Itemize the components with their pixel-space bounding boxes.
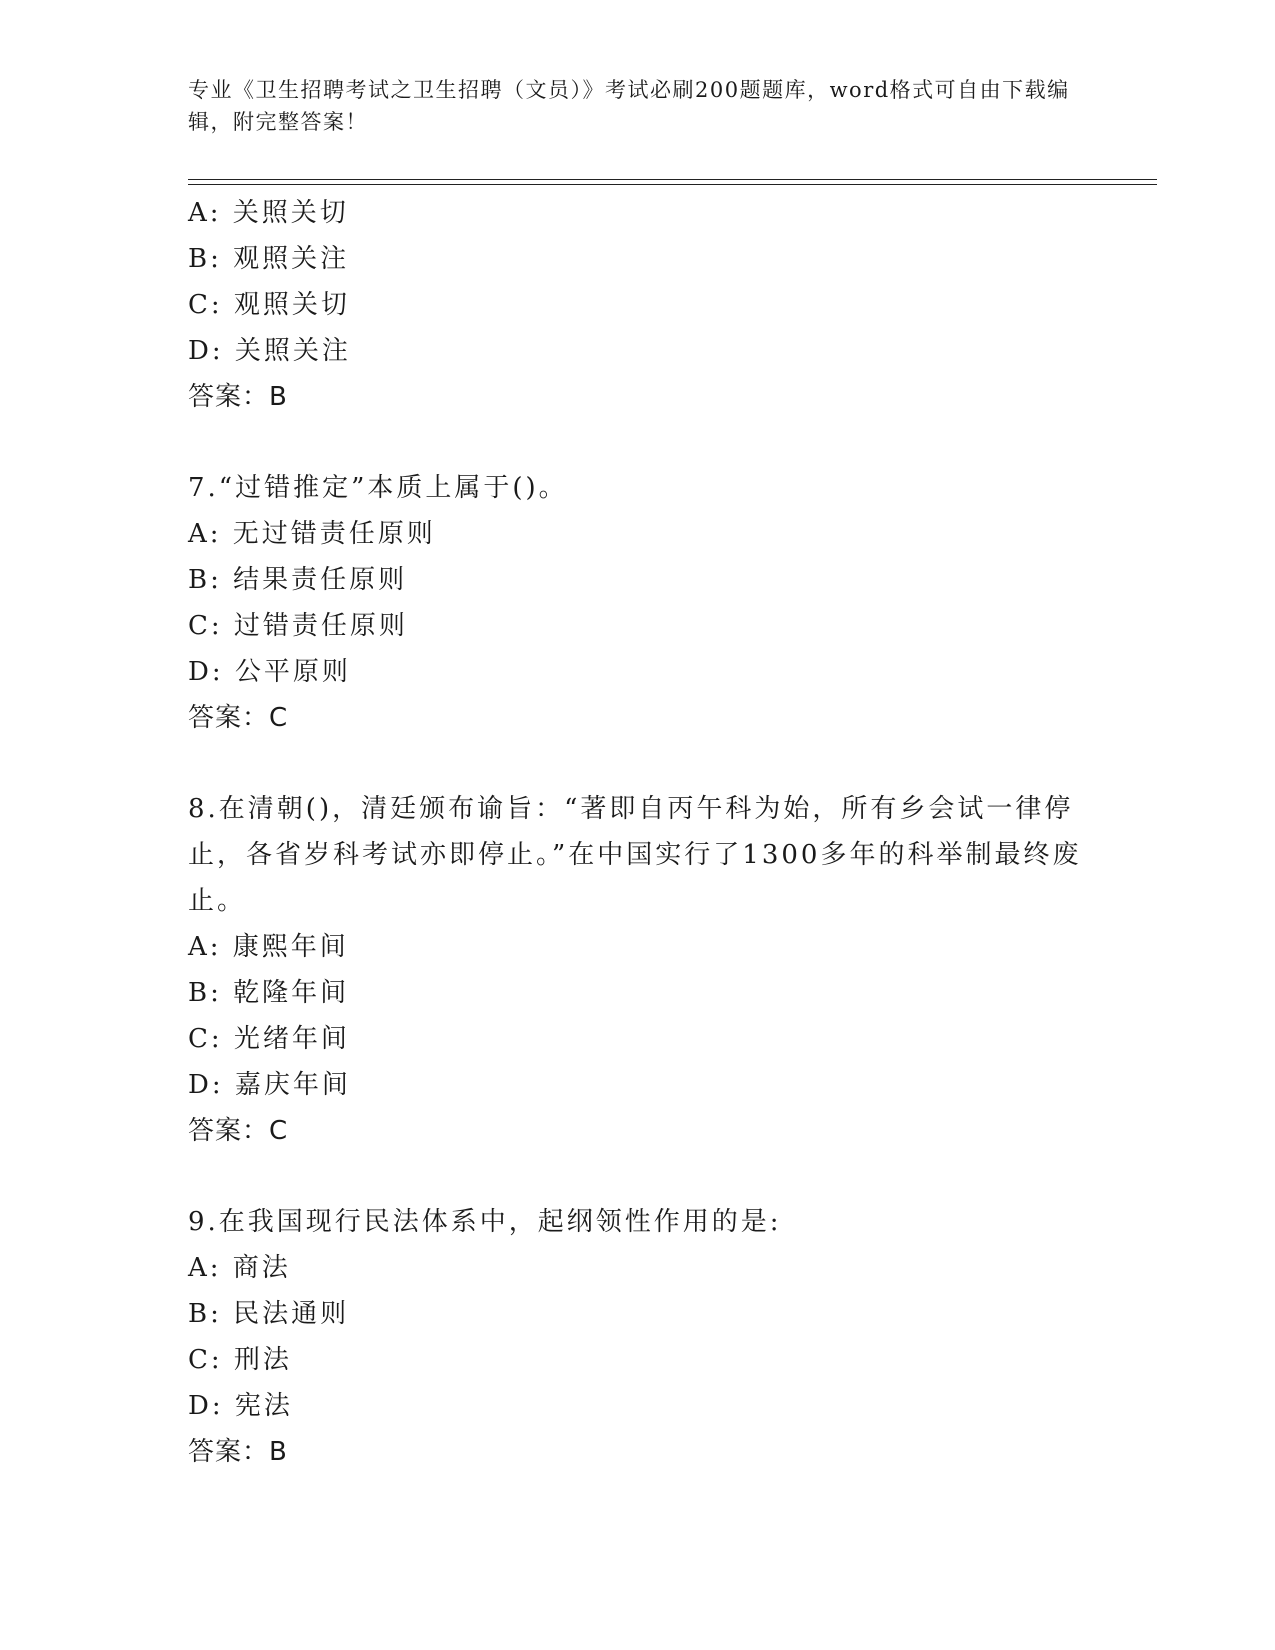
option-a: A: 无过错责任原则 bbox=[188, 519, 436, 549]
document-header: 专业《卫生招聘考试之卫生招聘（文员）》考试必刷200题题库，word格式可自由下载编辑，附完整答案！ bbox=[188, 78, 1070, 134]
question-stem: 7.“过错推定”本质上属于()。 bbox=[188, 473, 568, 503]
option-d: D: 公平原则 bbox=[188, 657, 351, 687]
option-a: A: 康熙年间 bbox=[188, 932, 349, 962]
question-stem: 8.在清朝()，清廷颁布谕旨：“著即自丙午科为始，所有乡会试一律停止，各省岁科考试亦即停止。”在中国实行了1300多年的科举制最终废止。 bbox=[188, 794, 1082, 916]
question-list bbox=[188, 190, 1088, 1475]
option-c: C: 观照关切 bbox=[188, 290, 350, 320]
option-d: D: 嘉庆年间 bbox=[188, 1070, 351, 1100]
question-block bbox=[188, 786, 1088, 1154]
option-b: B: 观照关注 bbox=[188, 244, 350, 274]
answer-line: 答案：C bbox=[188, 1116, 289, 1146]
question-block bbox=[188, 465, 1088, 741]
answer-line: 答案：C bbox=[188, 703, 289, 733]
option-a: A: 商法 bbox=[188, 1253, 291, 1283]
question-block bbox=[188, 190, 1088, 420]
option-c: C: 过错责任原则 bbox=[188, 611, 408, 641]
option-c: C: 光绪年间 bbox=[188, 1024, 350, 1054]
question-stem: 9.在我国现行民法体系中，起纲领性作用的是: bbox=[188, 1207, 782, 1237]
question-block bbox=[188, 1199, 1088, 1475]
option-d: D: 宪法 bbox=[188, 1391, 293, 1421]
option-c: C: 刑法 bbox=[188, 1345, 292, 1375]
option-d: D: 关照关注 bbox=[188, 336, 351, 366]
option-b: B: 结果责任原则 bbox=[188, 565, 408, 595]
answer-line: 答案：B bbox=[188, 382, 288, 412]
header-divider-bottom bbox=[188, 184, 1157, 185]
header-divider-top bbox=[188, 179, 1157, 180]
option-b: B: 乾隆年间 bbox=[188, 978, 350, 1008]
answer-line: 答案：B bbox=[188, 1437, 288, 1467]
option-a: A: 关照关切 bbox=[188, 198, 349, 228]
option-b: B: 民法通则 bbox=[188, 1299, 350, 1329]
